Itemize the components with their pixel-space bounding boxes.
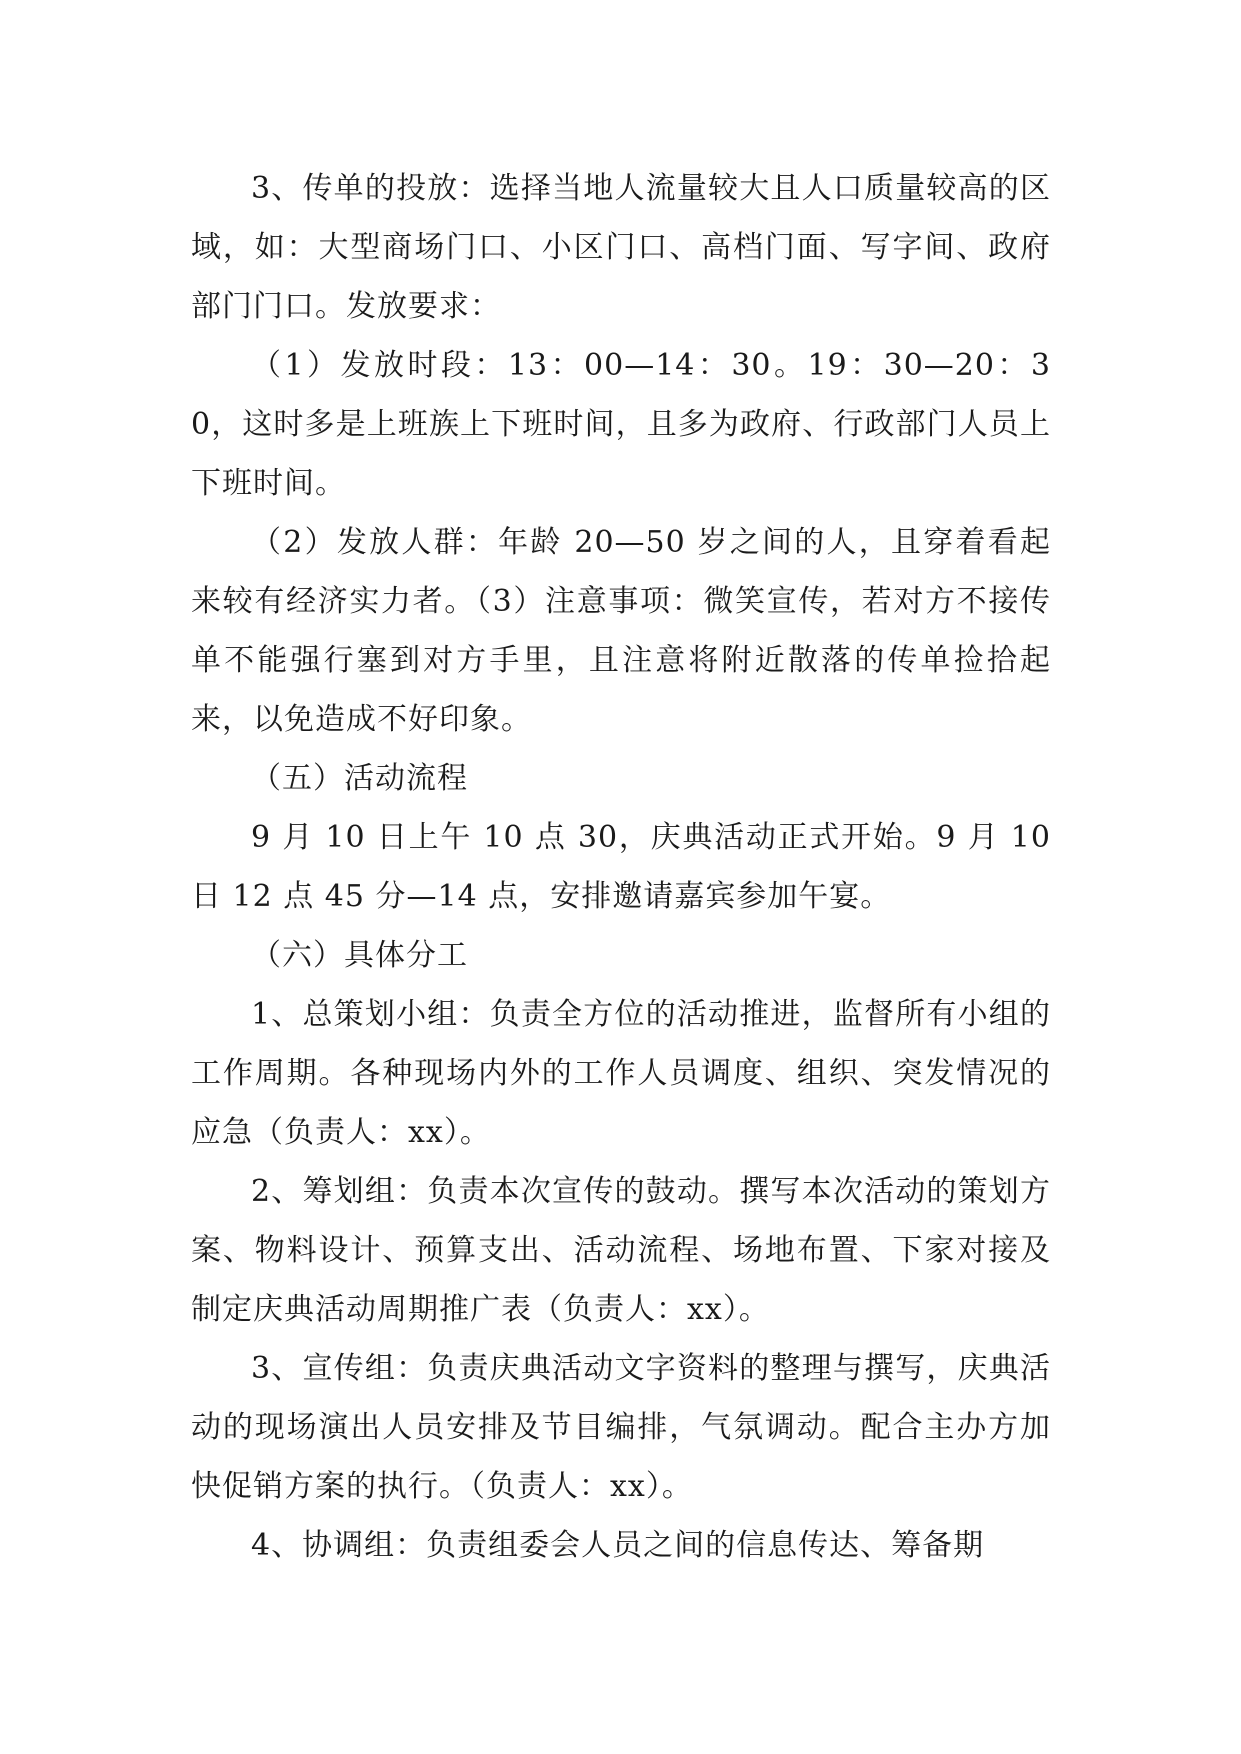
paragraph-leaflet-distribution: 3、传单的投放：选择当地人流量较大且人口质量较高的区域，如：大型商场门口、小区门口、高档门面、写字间、政府部门门口。发放要求： <box>191 171 1051 324</box>
paragraph-distribution-audience: （2）发放人群：年龄 20—50 岁之间的人，且穿着看起来较有经济实力者。（3）注意事项：微笑宣传，若对方不接传单不能强行塞到对方手里，且注意将附近散落的传单捡拾起来，以免造成不好印象。 <box>191 525 1051 737</box>
paragraph-activity-schedule: 9 月 10 日上午 10 点 30，庆典活动正式开始。9 月 10 日 12 点 45 分—14 点，安排邀请嘉宾参加午宴。 <box>191 820 1051 914</box>
paragraph-coordination-team: 4、协调组：负责组委会人员之间的信息传达、筹备期 <box>251 1528 985 1563</box>
section-heading-division-of-labor: （六）具体分工 <box>251 938 468 973</box>
paragraph-publicity-team: 3、宣传组：负责庆典活动文字资料的整理与撰写，庆典活动的现场演出人员安排及节目编排，气氛调动。配合主办方加快促销方案的执行。（负责人：xx）。 <box>191 1351 1051 1504</box>
paragraph-preparation-team: 2、筹划组：负责本次宣传的鼓动。撰写本次活动的策划方案、物料设计、预算支出、活动流程、场地布置、下家对接及制定庆典活动周期推广表（负责人：xx）。 <box>191 1174 1051 1327</box>
document-body <box>191 159 1051 1575</box>
paragraph-planning-team: 1、总策划小组：负责全方位的活动推进，监督所有小组的工作周期。各种现场内外的工作人员调度、组织、突发情况的应急（负责人：xx）。 <box>191 997 1051 1150</box>
section-heading-activity-flow: （五）活动流程 <box>251 761 468 796</box>
paragraph-distribution-time: （1）发放时段：13：00—14：30。19：30—20：30，这时多是上班族上下班时间，且多为政府、行政部门人员上下班时间。 <box>191 348 1051 501</box>
